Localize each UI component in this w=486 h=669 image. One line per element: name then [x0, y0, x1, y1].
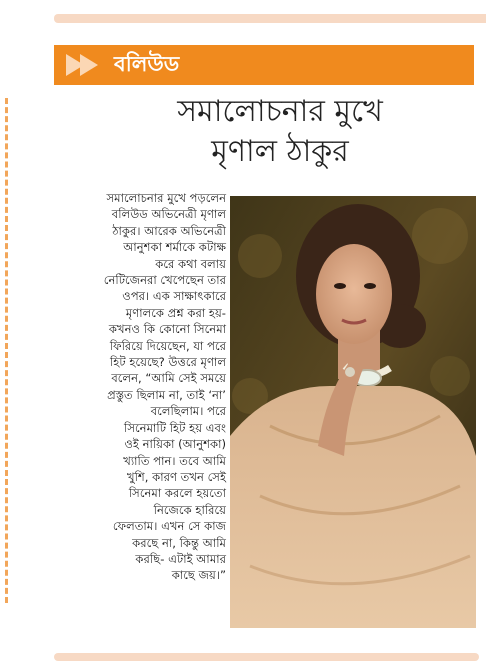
article-line: সিনেমা করলে হয়তো — [128, 486, 226, 501]
article-line: সমালোচনার মুখে পড়লেন — [106, 191, 226, 205]
section-label: বলিউড — [114, 51, 180, 76]
article-line: সিনেমাটি হিট হয় এবং — [124, 420, 226, 435]
article-line: করে কথা বলায় — [155, 256, 226, 271]
article-line: ফেলতাম। এখন সে কাজ — [112, 519, 226, 534]
article-line: মৃণালকে প্রশ্ন করা হয়- — [125, 305, 226, 320]
article-line: হিট হয়েছে? উত্তরে মৃণাল — [109, 355, 226, 370]
article-line: নিজেকে হারিয়ে — [153, 502, 226, 517]
headline-line-1: সমালোচনার মুখে — [177, 94, 383, 129]
article-line: খ্যাতি পান। তবে আমি — [123, 453, 226, 468]
article-line: ফিরিয়ে দিয়েছেন, যা পরে — [109, 338, 226, 353]
top-decorative-rule — [54, 14, 486, 23]
article-line: কাছে জয়।” — [171, 568, 226, 583]
article-line: কখনও কি কোনো সিনেমা — [108, 322, 226, 337]
article-line: নেটিজেনরা খেপেছেন তার — [103, 273, 226, 288]
left-dashed-border — [0, 98, 8, 603]
article-line: বলেন, “আমি সেই সময়ে — [111, 371, 226, 386]
article-line: বলিউড অভিনেত্রী মৃণাল — [111, 207, 226, 222]
bottom-decorative-rule — [54, 653, 479, 661]
headline — [150, 92, 410, 172]
section-banner — [54, 45, 474, 85]
article-body — [58, 190, 226, 584]
article-line: বলেছিলাম। পরে — [150, 404, 226, 419]
article-line: ঠাকুর। আরেক অভিনেত্রী — [112, 223, 226, 238]
article-line: করছে না, কিন্তু আমি — [132, 535, 226, 550]
article-line: প্রস্তুত ছিলাম না, তাই ‘না’ — [107, 387, 226, 402]
portrait-photo — [230, 196, 476, 628]
article-line: ওপর। এক সাক্ষাৎকারে — [122, 289, 226, 304]
article-line: করছি- এটাই আমার — [135, 551, 226, 566]
double-chevron-right-icon — [54, 45, 112, 85]
headline-line-2: মৃণাল ঠাকুর — [211, 134, 349, 169]
article-line: আনুশকা শর্মাকে কটাক্ষ — [123, 240, 226, 255]
article-line: ওই নায়িকা (আনুশকা) — [124, 437, 226, 452]
article-line: খুশি, কারণ তখন সেই — [126, 469, 226, 484]
